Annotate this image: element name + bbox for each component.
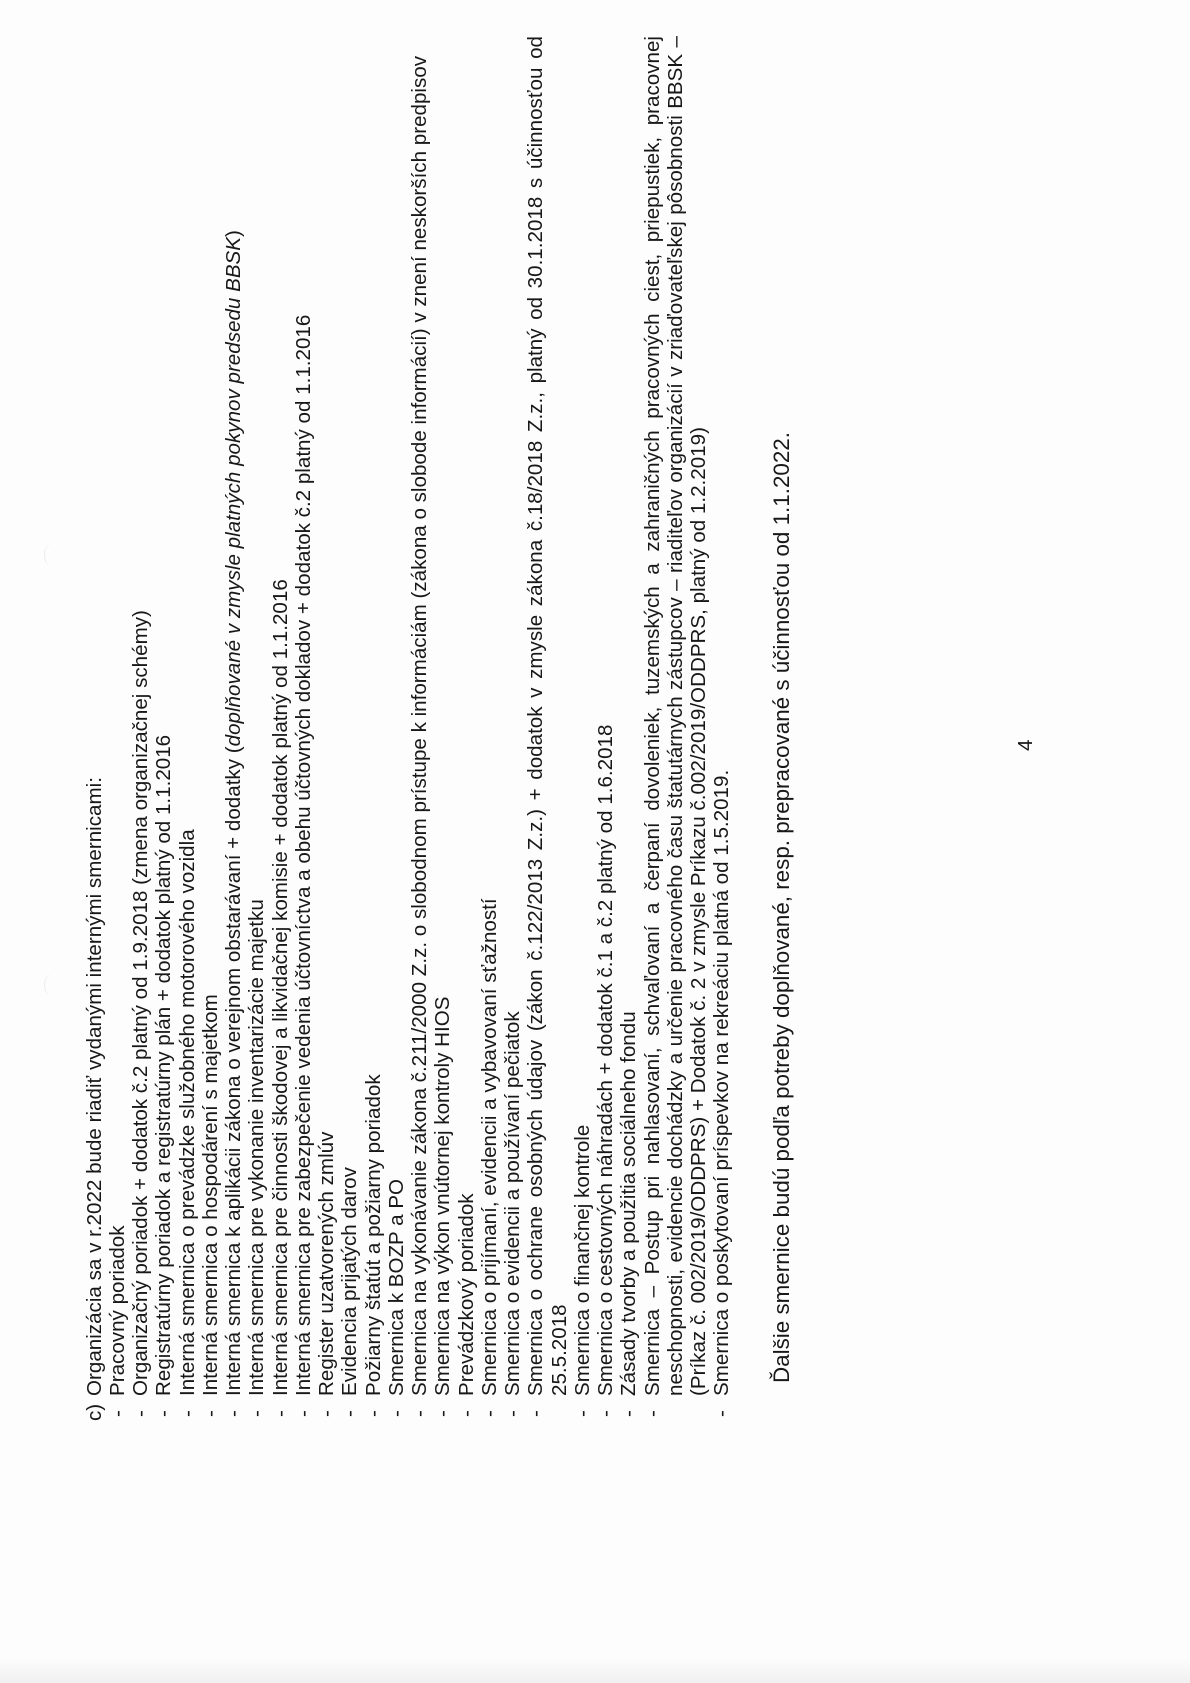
section-label: c) bbox=[82, 1403, 106, 1421]
list-dash: - bbox=[594, 1410, 617, 1417]
list-item-text: Interná smernica pre činnosti škodovej a likvidačnej komisie + dodatok platný od 1.1.2016 bbox=[268, 579, 292, 1396]
list-item-text-continuation: neschopnosti, evidencie dochádzky a určenie pracovného času štatutárnych zástupcov – riaditeľov organizácií v zriaďovateľskej pôsobnosti BBSK – bbox=[663, 36, 687, 1396]
list-item-text: Smernica o prijímaní, evidencii a vybavovaní sťažností bbox=[477, 898, 501, 1396]
list-item-text: Register uzatvorených zmlúv bbox=[315, 1131, 338, 1396]
list-dash: - bbox=[384, 1410, 408, 1417]
list-dash: - bbox=[105, 1410, 129, 1417]
list-dash: - bbox=[152, 1410, 176, 1417]
list-dash: - bbox=[570, 1410, 594, 1417]
list-item bbox=[129, 0, 152, 1683]
list-item-line bbox=[524, 0, 547, 1683]
list-dash: - bbox=[640, 1410, 664, 1417]
list-dash: - bbox=[291, 1410, 315, 1417]
list-item-text: Registratúrny poriadok a registratúrny plán + dodatok platný od 1.1.2016 bbox=[152, 734, 176, 1396]
list-item-text: Prevádzkový poriadok bbox=[454, 1193, 478, 1396]
list-dash: - bbox=[361, 1410, 385, 1417]
list-dash: - bbox=[710, 1410, 734, 1417]
list-item-text: Smernica o ochrane osobných údajov (zákon č.122/2013 Z.z.) + dodatok v zmysle zákona č.18/2018 Z.z., platný od 30.1.2018 s účinnosťou od bbox=[524, 36, 548, 1396]
list-item-text bbox=[222, 230, 245, 1396]
list-dash: - bbox=[315, 1410, 338, 1417]
list-item bbox=[199, 0, 222, 1683]
page-number: 4 bbox=[1014, 739, 1037, 751]
list-item bbox=[176, 0, 199, 1683]
list-dash: - bbox=[175, 1410, 199, 1417]
list-item bbox=[594, 0, 617, 1683]
list-item bbox=[315, 0, 338, 1683]
list-item-text: Interná smernica o hospodárení s majetkom bbox=[198, 994, 222, 1396]
closing-note: Ďalšie smernice budú podľa potreby doplňované, resp. prepracované s účinnosťou od 1.1.2022. bbox=[769, 432, 794, 1383]
list-dash: - bbox=[222, 1410, 245, 1417]
directives-list bbox=[83, 0, 734, 1683]
list-item-text-continuation: 25.5.2018 bbox=[547, 1304, 571, 1396]
list-item bbox=[269, 0, 292, 1683]
list-dash: - bbox=[198, 1410, 222, 1417]
list-item-line bbox=[664, 0, 687, 1683]
list-item-text: Evidencia prijatých darov bbox=[338, 1167, 362, 1396]
list-item-text: Smernica o finančnej kontrole bbox=[570, 1124, 594, 1396]
list-item bbox=[478, 0, 501, 1683]
list-item bbox=[431, 0, 454, 1683]
list-item-text: Interná smernica pre zabezpečenie vedenia účtovníctva a obehu účtovných dokladov + dodatok č.2 platný od 1.1.2016 bbox=[291, 314, 315, 1396]
list-item bbox=[152, 0, 175, 1683]
list-item bbox=[385, 0, 408, 1683]
list-item-text: Pracovný poriadok bbox=[105, 1225, 129, 1396]
list-dash: - bbox=[408, 1410, 431, 1417]
list-item bbox=[245, 0, 268, 1683]
list-dash: - bbox=[431, 1410, 455, 1417]
list-dash: - bbox=[245, 1410, 269, 1417]
section-heading bbox=[83, 0, 106, 1683]
list-dash: - bbox=[617, 1410, 641, 1417]
list-item-text: Smernica o cestovných náhradách + dodatok č.1 a č.2 platný od 1.6.2018 bbox=[594, 724, 617, 1396]
list-item-text: Smernica na vykonávanie zákona č.211/2000 Z.z. o slobodnom prístupe k informáciám (zákona o slobode informácií) v znení neskorších predpisov bbox=[408, 55, 431, 1396]
list-item-text: Požiarny štatút a požiarny poriadok bbox=[361, 1074, 385, 1396]
list-item-text: Interná smernica o prevádzke služobného motorového vozidla bbox=[175, 829, 199, 1396]
list-item-text: Interná smernica pre vykonanie inventarizácie majetku bbox=[245, 899, 269, 1396]
list-dash: - bbox=[268, 1410, 292, 1417]
list-dash: - bbox=[338, 1410, 362, 1417]
list-item-text-main: Interná smernica k aplikácii zákona o verejnom obstarávaní + dodatky ( bbox=[222, 746, 245, 1396]
list-item-line bbox=[641, 0, 664, 1683]
list-item-emphasis: doplňované v zmysle platných pokynov predsedu BBSK bbox=[222, 236, 245, 747]
list-item bbox=[292, 0, 315, 1683]
list-item-text-after: ) bbox=[222, 230, 245, 237]
list-item bbox=[338, 0, 361, 1683]
list-item bbox=[455, 0, 478, 1683]
list-item-text: Smernica – Postup pri nahlasovaní, schvaľovaní a čerpaní dovoleniek, tuzemských a zahraničných pracovných ciest, priepustiek, pracovnej bbox=[640, 36, 664, 1396]
list-item bbox=[571, 0, 594, 1683]
list-item bbox=[617, 0, 640, 1683]
list-item-text: Smernica k BOZP a PO bbox=[384, 1178, 408, 1396]
list-item bbox=[501, 0, 524, 1683]
list-item-text: Zásady tvorby a použitia sociálneho fondu bbox=[617, 1011, 641, 1396]
section-intro: Organizácia sa v r.2022 bude riadiť vydanými internými smernicami: bbox=[82, 777, 106, 1396]
list-item bbox=[524, 0, 571, 1683]
list-item-line bbox=[687, 0, 710, 1683]
list-item-text: Smernica o evidencii a používaní pečiatok bbox=[501, 1011, 524, 1396]
list-dash: - bbox=[454, 1410, 478, 1417]
list-item bbox=[641, 0, 711, 1683]
list-dash: - bbox=[501, 1410, 524, 1417]
list-item bbox=[222, 0, 245, 1683]
list-item-text-continuation: (Príkaz č. 002/2019/ODDPRS) + Dodatok č. 2 v zmysle Príkazu č.002/2019/ODDPRS, platný od 1.2.2019) bbox=[687, 427, 710, 1396]
list-dash: - bbox=[524, 1410, 548, 1417]
list-dash: - bbox=[129, 1410, 152, 1417]
list-item bbox=[408, 0, 431, 1683]
list-item-text: Smernica o poskytovaní príspevkov na rekreáciu platná od 1.5.2019. bbox=[710, 769, 734, 1396]
list-item-line bbox=[548, 0, 571, 1683]
list-item bbox=[362, 0, 385, 1683]
list-item bbox=[106, 0, 129, 1683]
list-item-text: Smernica na výkon vnútornej kontroly HIOS bbox=[431, 996, 455, 1396]
list-dash: - bbox=[477, 1410, 501, 1417]
list-item-text: Organizačný poriadok + dodatok č.2 platný od 1.9.2018 (zmena organizačnej schémy) bbox=[129, 610, 152, 1396]
list-item bbox=[710, 0, 733, 1683]
